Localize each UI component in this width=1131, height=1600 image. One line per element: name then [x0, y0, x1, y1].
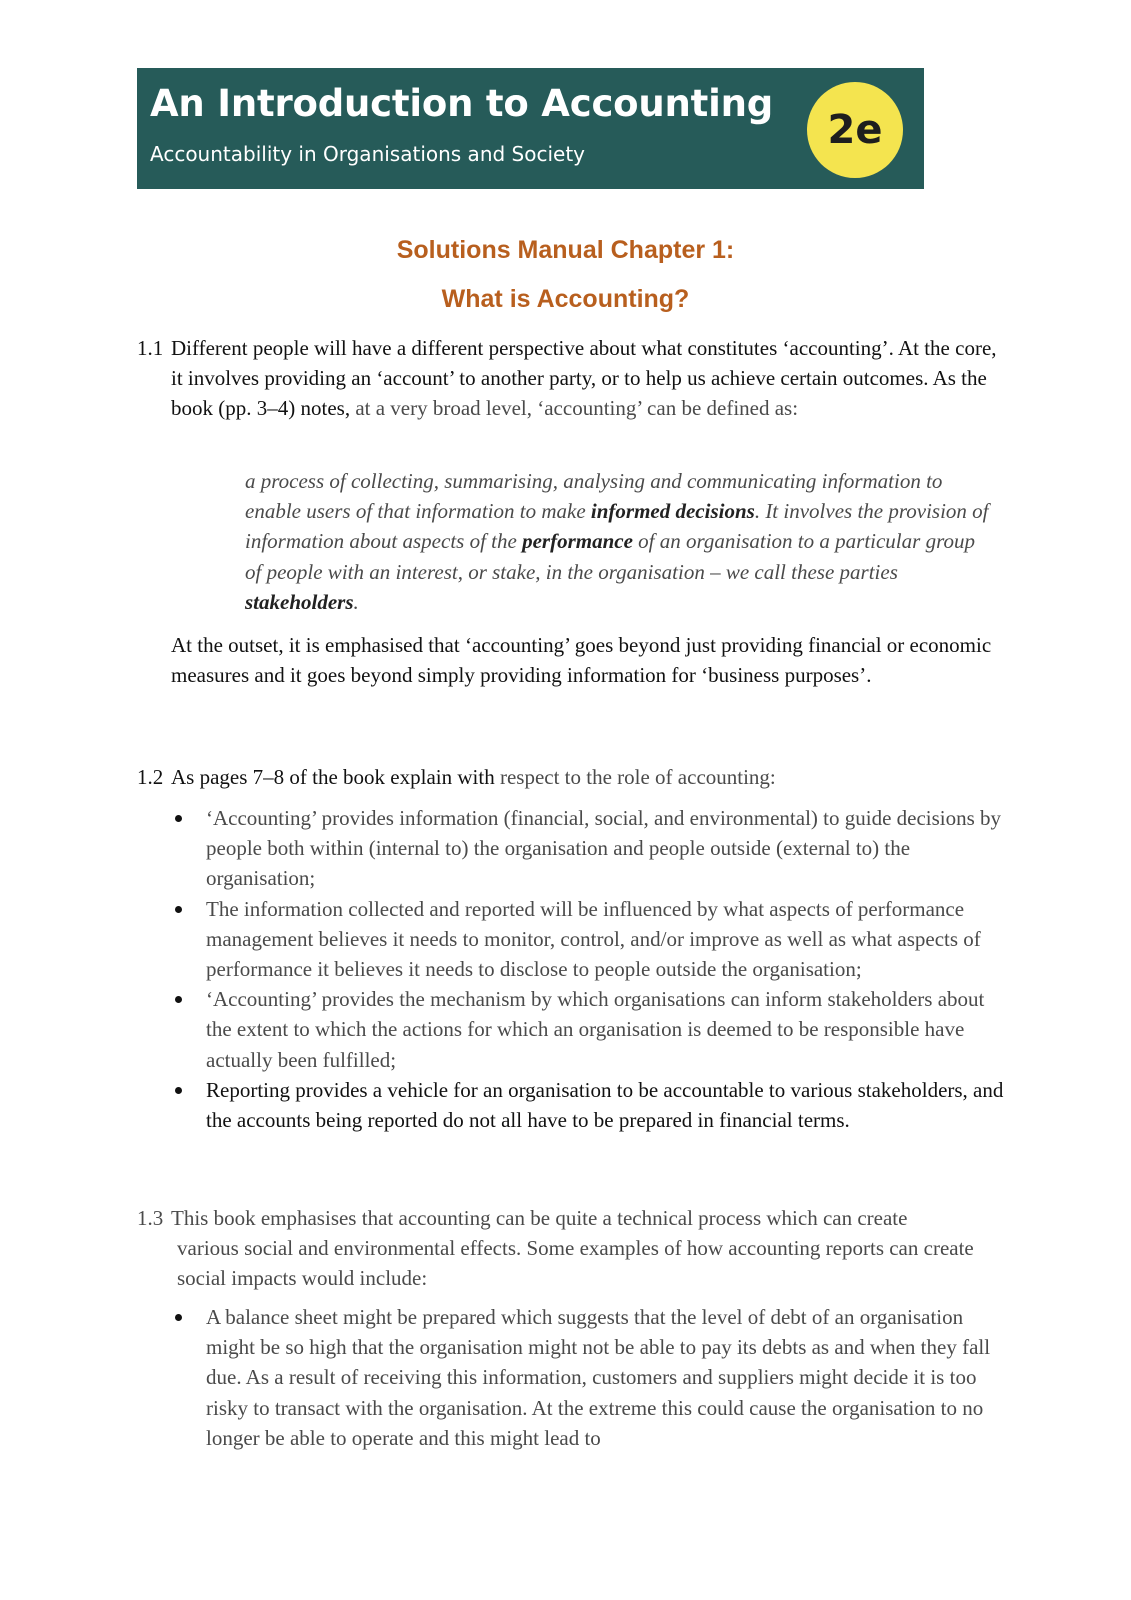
- list-item: [172, 894, 1006, 985]
- bullet-icon: [175, 996, 182, 1003]
- bullet-icon: [175, 815, 182, 822]
- list-item-text: ‘Accounting’ provides information (financial, social, and environmental) to guide decisions by people both within (internal to) the organisation and people outside (external to) the organisation;: [206, 806, 1002, 891]
- list-item: [172, 803, 1006, 894]
- definition-quote: [245, 466, 995, 617]
- role-of-accounting-list: [172, 803, 1006, 1135]
- section-1-2-intro: [171, 762, 1001, 792]
- book-title: An Introduction to Accounting: [150, 82, 774, 125]
- quote-text: a process of collecting, summarising, analysing and communicating information to enable users of that information to make: [245, 469, 943, 524]
- section-1-3-rest: various social and environmental effects. Some examples of how accounting reports can create social impacts would include:: [177, 1236, 974, 1291]
- book-banner: [137, 68, 924, 189]
- section-1-1-closing: At the outset, it is emphasised that ‘accounting’ goes beyond just providing financial or economic measures and it goes beyond simply providing information for ‘business purposes’.: [171, 633, 992, 688]
- section-1-3-intro: [171, 1203, 1001, 1294]
- bullet-icon: [175, 906, 182, 913]
- bullet-icon: [175, 1314, 182, 1321]
- section-1-3-first-line: This book emphasises that accounting can be quite a technical process which can create: [171, 1206, 908, 1230]
- list-item-text: ‘Accounting’ provides the mechanism by which organisations can inform stakeholders about the extent to which the actions for which an organisation is deemed to be responsible have actually been fulfilled;: [206, 987, 985, 1072]
- quote-emphasis: performance: [522, 529, 633, 554]
- quote-emphasis: informed decisions: [590, 499, 755, 524]
- section-number-1-3: 1.3: [137, 1206, 164, 1230]
- list-item-text: Reporting provides a vehicle for an organisation to be accountable to various stakeholders, and the accounts being reported do not all have to be prepared in financial terms.: [206, 1077, 1004, 1133]
- section-1-1-text: Different people will have a different perspective about what constitutes ‘accounting’. At the core, it involves providing an ‘account’ to another party, or to help us achieve certain outcomes. As the book (pp. 3–4) notes,: [171, 336, 997, 421]
- book-subtitle: Accountability in Organisations and Society: [150, 142, 586, 166]
- list-item-text: A balance sheet might be prepared which suggests that the level of debt of an organisation might be so high that the organisation might not be able to pay its debts as and when they fall due. As a result of receiving this information, customers and suppliers might decide it is too risky to transact with the organisation. At the extreme this could cause the organisation to no longer be able to operate and this might lead to: [206, 1305, 991, 1450]
- section-1-1-text-grey: at a very broad level, ‘accounting’ can be defined as:: [355, 396, 799, 421]
- section-number-1-2: 1.2: [137, 765, 164, 789]
- section-number-1-1: 1.1: [137, 336, 164, 360]
- quote-emphasis: stakeholders: [245, 589, 354, 614]
- quote-text: .: [353, 589, 359, 614]
- edition-badge: 2e: [807, 82, 903, 178]
- chapter-heading: Solutions Manual Chapter 1:: [396, 236, 735, 264]
- section-1-2-intro-grey: respect to the role of accounting:: [499, 765, 776, 789]
- chapter-title: What is Accounting?: [441, 285, 690, 313]
- bullet-icon: [175, 1087, 182, 1094]
- quote-text: . It involves the provision of information about aspects of the: [245, 499, 989, 554]
- list-item-text: The information collected and reported will be influenced by what aspects of performance management believes it needs to monitor, control, and/or improve as well as what aspects of performance it believes it needs to disclose to people outside the organisation;: [206, 896, 981, 982]
- social-impacts-list: [172, 1302, 1006, 1453]
- list-item: [172, 1075, 1006, 1135]
- section-1-2-intro-text: As pages 7–8 of the book explain with: [171, 765, 495, 789]
- quote-text: of an organisation to a particular group of people with an interest, or stake, in the organisation – we call these parties: [245, 529, 975, 584]
- list-item: [172, 1302, 1006, 1453]
- section-1-1-paragraph: [171, 333, 1001, 424]
- list-item: [172, 984, 1006, 1075]
